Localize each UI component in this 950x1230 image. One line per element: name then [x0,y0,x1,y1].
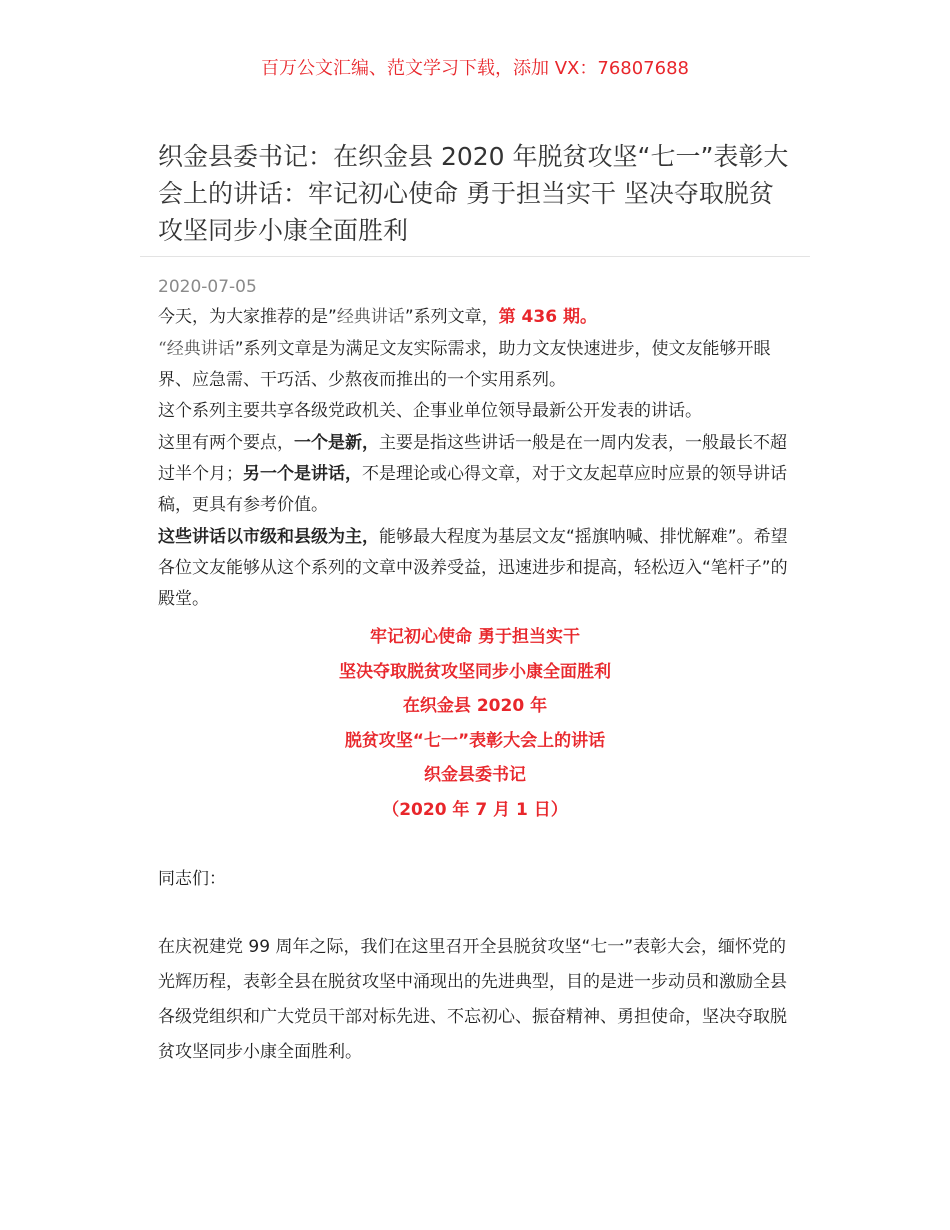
intro-paragraph-5 [158,522,794,615]
speech-heading [0,620,950,827]
intro-p5-text: 能够最大程度为基层文友“摇旗呐喊、排忧解难”。希望各位文友能够从这个系列的文章中汲养受益，迅速进步和提高，轻松迈入“笔杆子”的殿堂。 [158,527,788,609]
intro-p1-text-a: 今天，为大家推荐的是” [158,307,337,327]
speech-heading-line-2: 坚决夺取脱贫攻坚同步小康全面胜利 [339,661,611,682]
intro-paragraph-3: 这个系列主要共享各级党政机关、企事业单位领导最新公开发表的讲话。 [158,401,702,421]
intro-p4-text-a: 这里有两个要点， [158,433,294,453]
intro-p1-text-b: ”系列文章， [404,307,499,327]
publish-date: 2020-07-05 [158,277,257,297]
intro-paragraph-4 [158,428,794,521]
point-new: 一个是新， [294,433,379,453]
intro-p2-open-quote: “ [158,339,167,359]
intro-paragraph-1 [158,302,794,333]
promo-header-note: 百万公文汇编、范文学习下载，添加 VX：76807688 [261,58,689,79]
point-speech: 另一个是讲话， [243,464,362,484]
intro-p4-text-c: 不是理论或心得文章，对于文友起草应时应景的领导讲话稿，更具有参考价值。 [158,464,787,515]
speech-heading-speaker: 织金县委书记 [424,765,526,785]
issue-number: 第 436 期。 [498,307,597,327]
series-name: 经典讲话 [336,307,405,327]
intro-paragraph-2 [158,334,794,396]
speech-paragraph: 在庆祝建党 99 周年之际，我们在这里召开全县脱贫攻坚“七一”表彰大会，缅怀党的光辉历程，表彰全县在脱贫攻坚中涌现出的先进典型，目的是进一步动员和激励全县各级党组织和广大党员干部对标先进、不忘初心、振奋精神、勇担使命，坚决夺取脱贫攻坚同步小康全面胜利。 [158,937,787,1062]
intro-p4-text-b: 主要是指这些讲话一般是在一周内发表，一般最长不超过半个月； [158,433,787,484]
scope-emphasis: 这些讲话以市级和县级为主， [158,527,379,547]
series-name-2: 经典讲话 [166,339,235,359]
title-divider [140,256,810,257]
speech-heading-line-3: 在织金县 2020 年 [402,696,548,716]
speech-heading-line-4: 脱贫攻坚“七一”表彰大会上的讲话 [344,730,606,751]
article-title: 织金县委书记：在织金县 2020 年脱贫攻坚“七一”表彰大会上的讲话：牢记初心使命 勇于担当实干 坚决夺取脱贫攻坚同步小康全面胜利 [158,142,789,245]
intro-p2-text: ”系列文章是为满足文友实际需求，助力文友快速进步，使文友能够开眼界、应急需、干巧活、少熬夜而推出的一个实用系列。 [158,339,771,390]
speech-heading-date: （2020 年 7 月 1 日） [382,799,568,820]
salutation: 同志们： [158,869,226,889]
speech-heading-line-1: 牢记初心使命 勇于担当实干 [370,627,580,647]
